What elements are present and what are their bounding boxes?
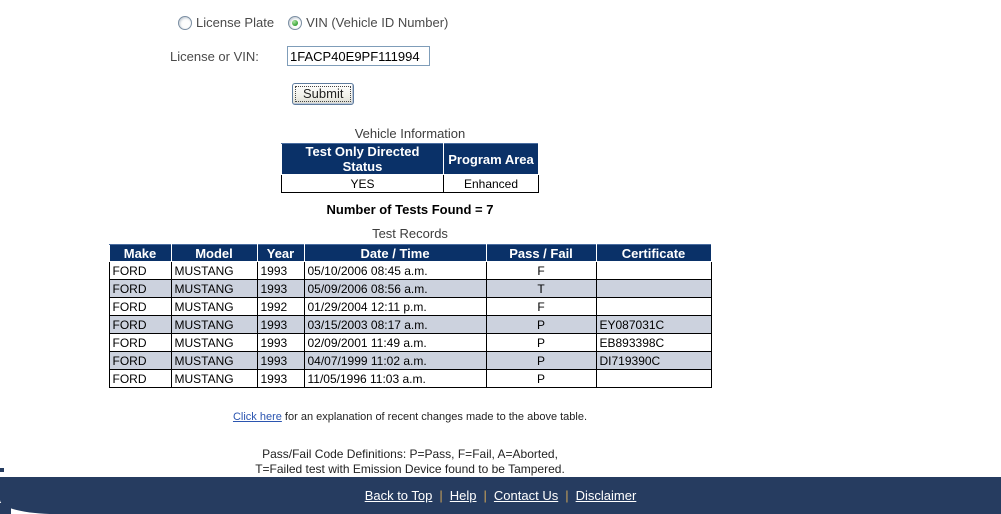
table-cell: YES — [282, 175, 444, 193]
table-cell — [596, 262, 711, 280]
test-records-header-row — [109, 245, 711, 262]
footer-separator: | — [483, 488, 487, 503]
table-cell — [596, 370, 711, 388]
license-plate-radio-label: License Plate — [196, 15, 275, 30]
back-to-top-link[interactable]: Back to Top — [364, 488, 433, 503]
table-cell: F — [486, 298, 596, 316]
table-cell: FORD — [109, 352, 171, 370]
test-record-row — [109, 298, 711, 316]
definitions-line: Pass/Fail Code Definitions: P=Pass, F=Fail, A=Aborted, — [262, 447, 558, 461]
table-cell: FORD — [109, 298, 171, 316]
table-cell: EY087031C — [596, 316, 711, 334]
table-cell: FORD — [109, 316, 171, 334]
table-cell: Enhanced — [444, 175, 539, 193]
test-record-row — [109, 370, 711, 388]
table-cell: 1993 — [257, 316, 304, 334]
table-cell: MUSTANG — [171, 334, 257, 352]
table-cell: 02/09/2001 11:49 a.m. — [304, 334, 486, 352]
vin-radio-label: VIN (Vehicle ID Number) — [306, 15, 449, 30]
table-changes-note — [0, 411, 820, 423]
table-cell: 11/05/1996 11:03 a.m. — [304, 370, 486, 388]
test-record-row — [109, 262, 711, 280]
table-cell: MUSTANG — [171, 370, 257, 388]
submit-row — [292, 83, 820, 105]
table-cell: MUSTANG — [171, 352, 257, 370]
table-cell: FORD — [109, 280, 171, 298]
table-cell: P — [486, 316, 596, 334]
column-header: Model — [171, 245, 257, 262]
table-cell — [596, 280, 711, 298]
table-cell: 05/10/2006 08:45 a.m. — [304, 262, 486, 280]
table-cell: F — [486, 262, 596, 280]
footer-separator: | — [565, 488, 569, 503]
vehicle-information-header-row — [282, 144, 539, 175]
table-cell: MUSTANG — [171, 262, 257, 280]
table-cell — [596, 298, 711, 316]
help-link[interactable]: Help — [449, 488, 477, 503]
click-here-link[interactable]: Click here — [232, 411, 282, 423]
search-type-radio-group — [178, 0, 820, 30]
column-header: Program Area — [444, 144, 539, 175]
table-cell: MUSTANG — [171, 316, 257, 334]
table-cell: T — [486, 280, 596, 298]
table-cell: 01/29/2004 12:11 p.m. — [304, 298, 486, 316]
column-header: Certificate — [596, 245, 711, 262]
table-cell: P — [486, 370, 596, 388]
table-cell: FORD — [109, 370, 171, 388]
definitions-line: T=Failed test with Emission Device found to be Tampered. — [255, 462, 565, 476]
table-cell: MUSTANG — [171, 280, 257, 298]
table-cell: EB893398C — [596, 334, 711, 352]
test-record-row — [109, 316, 711, 334]
license-vin-label: License or VIN: — [170, 48, 259, 64]
vehicle-information-title: Vehicle Information — [354, 126, 466, 141]
table-cell: P — [486, 334, 596, 352]
table-changes-note-text: for an explanation of recent changes made to the above table. — [281, 411, 588, 423]
table-cell: 1993 — [257, 262, 304, 280]
test-record-row — [109, 352, 711, 370]
submit-button[interactable]: Submit — [292, 83, 354, 105]
table-cell: 1992 — [257, 298, 304, 316]
license-vin-input[interactable] — [287, 46, 430, 66]
license-vin-row — [170, 46, 820, 66]
test-record-row — [109, 280, 711, 298]
test-records-table — [109, 244, 712, 388]
test-records-title: Test Records — [372, 226, 448, 241]
table-cell: DI719390C — [596, 352, 711, 370]
table-cell: FORD — [109, 334, 171, 352]
column-header: Date / Time — [304, 245, 486, 262]
footer-corner-tick — [0, 468, 4, 472]
vin-radio[interactable] — [288, 16, 302, 30]
contact-us-link[interactable]: Contact Us — [493, 488, 559, 503]
table-cell: 05/09/2006 08:56 a.m. — [304, 280, 486, 298]
table-cell: P — [486, 352, 596, 370]
vehicle-information-row — [282, 175, 539, 193]
table-cell: 1993 — [257, 280, 304, 298]
column-header: Pass / Fail — [486, 245, 596, 262]
vehicle-information-table — [281, 143, 539, 193]
test-record-row — [109, 334, 711, 352]
column-header: Make — [109, 245, 171, 262]
table-cell: FORD — [109, 262, 171, 280]
table-cell: MUSTANG — [171, 298, 257, 316]
table-cell: 03/15/2003 08:17 a.m. — [304, 316, 486, 334]
table-cell: 1993 — [257, 334, 304, 352]
column-header: Test Only Directed Status — [282, 144, 444, 175]
table-cell: 1993 — [257, 370, 304, 388]
column-header: Year — [257, 245, 304, 262]
license-plate-radio[interactable] — [178, 16, 192, 30]
disclaimer-link[interactable]: Disclaimer — [575, 488, 637, 503]
footer-separator: | — [439, 488, 443, 503]
footer-bar — [0, 477, 1001, 514]
table-cell: 1993 — [257, 352, 304, 370]
table-cell: 04/07/1999 11:02 a.m. — [304, 352, 486, 370]
tests-found-count: Number of Tests Found = 7 — [326, 202, 494, 217]
